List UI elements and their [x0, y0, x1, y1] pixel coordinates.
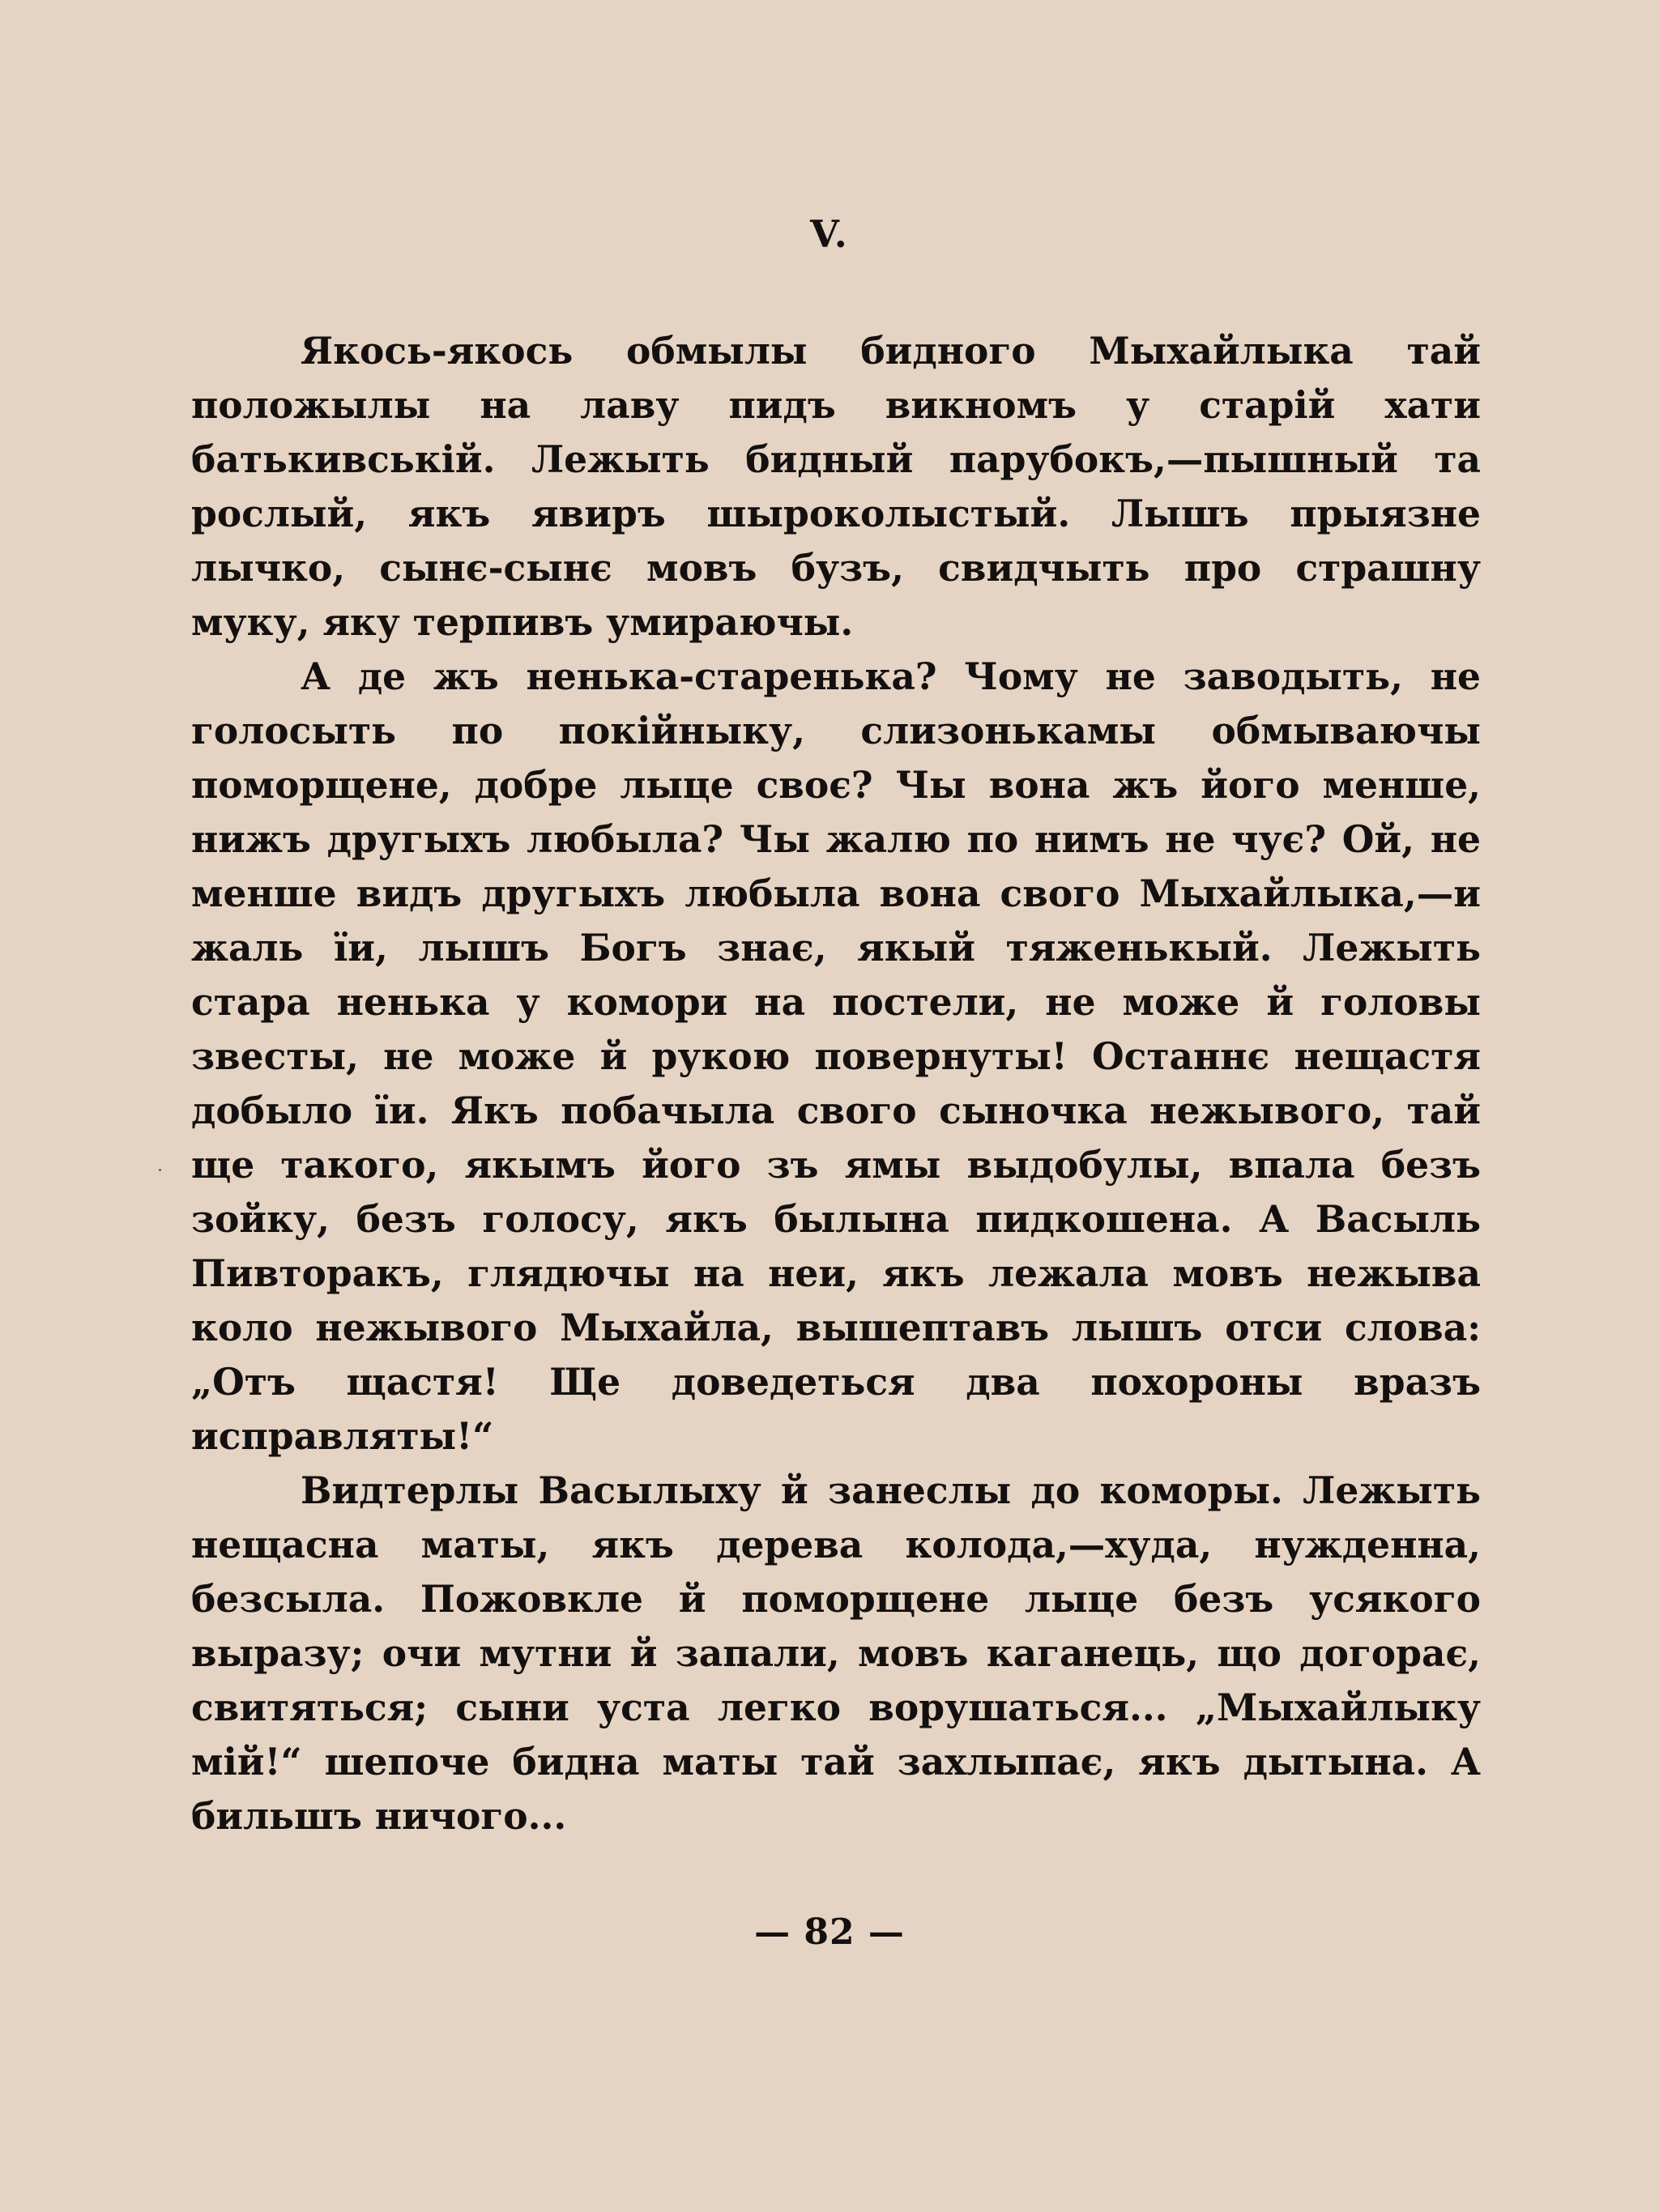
paragraph-3: Видтерлы Васылыху й занеслы до коморы. Лежыть нещасна маты, якъ дерева колода,—худа, нужденна, безсыла. Пожовкле й поморщене лыце безъ усякого выразу; очи мутни й запали, мовъ каганець, що догорає, свитяться; сыни уста легко ворушаться... „Мыхайлыку мій!“ шепоче бидна маты тай захлыпає, якъ дытына. А бильшъ ничого... [191, 1468, 1481, 1838]
paragraph-2: А де жъ ненька-старенька? Чому не заводыть, не голосыть по покійныку, слизонькамы обмываючы поморщене, добре лыце своє? Чы вона жъ його менше, нижъ другыхъ любыла? Чы жалю по нимъ не чує? Ой, не менше видъ другыхъ любыла вона свого Мыхайлыка,—и жаль їи, лышъ Богъ знає, якый тяженькый. Лежыть стара ненька у комори на постели, не може й головы звесты, не може й рукою повернуты! Останнє нещастя добыло їи. Якъ побачыла свого сыночка нежывого, тай ще такого, якымъ його зъ ямы выдобулы, впала безъ зойку, безъ голосу, якъ былына пидкошена. А Васыль Пивторакъ, глядючы на неи, якъ лежала мовъ нежыва коло нежывого Мыхайла, вышептавъ лышъ отси слова: „Отъ щастя! Ще доведеться два похороны вразъ исправляты!“ [191, 654, 1481, 1458]
chapter-heading: V. [810, 212, 849, 256]
body-text [191, 324, 1481, 1843]
paragraph-1: Якось-якось обмылы бидного Мыхайлыка тай положылы на лаву пидъ викномъ у старій хати батькивській. Лежыть бидный парубокъ,—пышный та рослый, якъ явиръ шыроколыстый. Лышъ прыязне лычко, сынє-сынє мовъ бузъ, свидчыть про страшну муку, яку терпивъ умираючы. [191, 329, 1481, 644]
page-number: — 82 — [754, 1912, 905, 1953]
margin-speck [159, 1169, 161, 1171]
